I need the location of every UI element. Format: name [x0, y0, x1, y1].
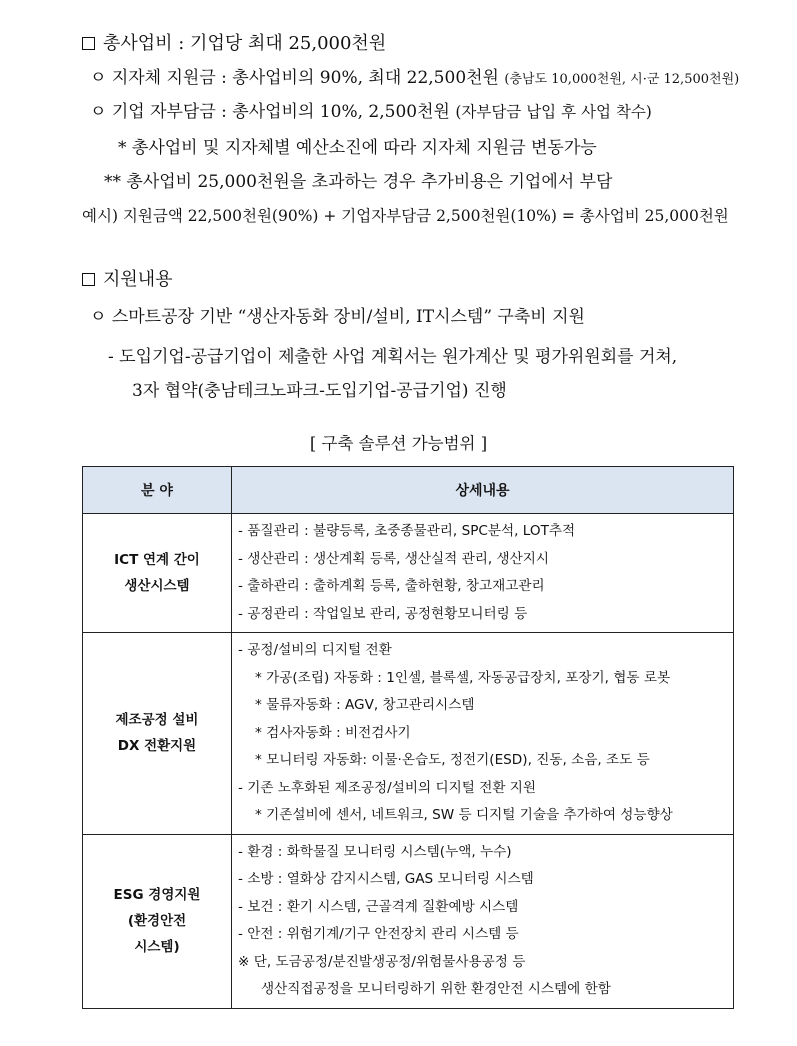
- row-details: [232, 633, 734, 835]
- row-details: [232, 834, 734, 1008]
- row-category: [83, 633, 232, 835]
- checkbox-square-icon: [82, 37, 95, 50]
- item-main-text: ㅇ 지자체 지원금 : 총사업비의 90%, 최대 22,500천원: [90, 68, 499, 88]
- detail-line: - 생산관리 : 생산계획 등록, 생산실적 관리, 생산지시: [238, 550, 550, 567]
- item-note-text: (자부담금 납입 후 사업 착수): [455, 103, 652, 121]
- row-details: [232, 514, 734, 633]
- category-line: (환경안전: [127, 913, 187, 929]
- section1-note-1: * 총사업비 및 지자체별 예산소진에 따라 지자체 지원금 변동가능: [118, 138, 597, 158]
- section2-heading: [82, 269, 173, 291]
- detail-line: - 환경 : 화학물질 모니터링 시스템(누액, 누수): [238, 843, 512, 860]
- detail-line: 생산직접공정을 모니터링하기 위한 환경안전 시스템에 한함: [261, 981, 611, 997]
- section2-heading-text: 지원내용: [103, 269, 173, 290]
- section1-heading-text: 총사업비 : 기업당 최대 25,000천원: [103, 33, 387, 54]
- checkbox-square-icon: [82, 273, 95, 286]
- section1-example: 예시) 지원금액 22,500천원(90%) + 기업자부담금 2,500천원(10%) = 총사업비 25,000천원: [82, 207, 729, 225]
- row-category: [83, 514, 232, 633]
- row-category: [83, 834, 232, 1008]
- detail-line: - 공정관리 : 작업일보 관리, 공정현황모니터링 등: [238, 605, 528, 622]
- table-row: [83, 514, 734, 633]
- item-main-text: ㅇ 기업 자부담금 : 총사업비의 10%, 2,500천원: [90, 102, 450, 122]
- detail-line: - 안전 : 위험기계/기구 안전장치 관리 시스템 등: [238, 926, 519, 942]
- table-row: [83, 834, 734, 1008]
- detail-line: * 모니터링 자동화: 이물·온습도, 정전기(ESD), 진동, 소음, 조도 등: [255, 752, 650, 768]
- section1-note-2: ** 총사업비 25,000천원을 초과하는 경우 추가비용은 기업에서 부담: [104, 172, 613, 192]
- detail-line: * 가공(조립) 자동화 : 1인셀, 블록셀, 자동공급장치, 포장기, 협동 로봇: [255, 669, 671, 686]
- category-line: 제조공정 설비: [115, 712, 199, 729]
- section1-item-2: [90, 101, 652, 123]
- section2-sub-line-1: - 도입기업-공급기업이 제출한 사업 계획서는 원가계산 및 평가위원회를 거쳐,: [108, 347, 678, 367]
- table-row: [83, 633, 734, 835]
- detail-line: - 출하관리 : 출하계획 등록, 출하현황, 창고재고관리: [238, 578, 545, 594]
- header-category: 분 야: [83, 467, 232, 514]
- detail-line: * 검사자동화 : 비전검사기: [255, 724, 411, 741]
- item-note-text: (충남도 10,000천원, 시·군 12,500천원): [504, 72, 740, 87]
- section2-sub-line-2: 3자 협약(충남테크노파크-도입기업-공급기업) 진행: [132, 381, 507, 401]
- category-line: ESG 경영지원: [113, 887, 201, 903]
- table-header-row: [83, 467, 734, 514]
- category-line: 시스템): [134, 939, 180, 955]
- detail-line: * 기존설비에 센서, 네트워크, SW 등 디지털 기술을 추가하여 성능향상: [255, 807, 673, 823]
- section2-item: ㅇ 스마트공장 기반 “생산자동화 장비/설비, IT시스템” 구축비 지원: [90, 307, 585, 327]
- category-line: ICT 연계 간이: [114, 552, 200, 568]
- detail-line: ※ 단, 도금공정/분진발생공정/위험물사용공정 등: [238, 953, 526, 970]
- section1-item-1: [90, 67, 739, 91]
- detail-line: - 소방 : 열화상 감지시스템, GAS 모니터링 시스템: [238, 871, 534, 887]
- section1-heading: [82, 33, 386, 55]
- detail-line: - 품질관리 : 불량등록, 초중종물관리, SPC분석, LOT추적: [238, 523, 576, 539]
- table-title: [ 구축 솔루션 가능범위 ]: [309, 434, 488, 453]
- header-details: 상세내용: [232, 467, 734, 514]
- detail-line: - 공정/설비의 디지털 전환: [238, 642, 392, 658]
- detail-line: - 보건 : 환기 시스템, 근골격계 질환예방 시스템: [238, 898, 519, 915]
- solution-scope-table: [82, 466, 734, 1009]
- detail-line: * 물류자동화 : AGV, 창고관리시스템: [255, 697, 475, 713]
- category-line: DX 전환지원: [117, 738, 197, 755]
- detail-line: - 기존 노후화된 제조공정/설비의 디지털 전환 지원: [238, 779, 537, 796]
- category-line: 생산시스템: [124, 578, 190, 594]
